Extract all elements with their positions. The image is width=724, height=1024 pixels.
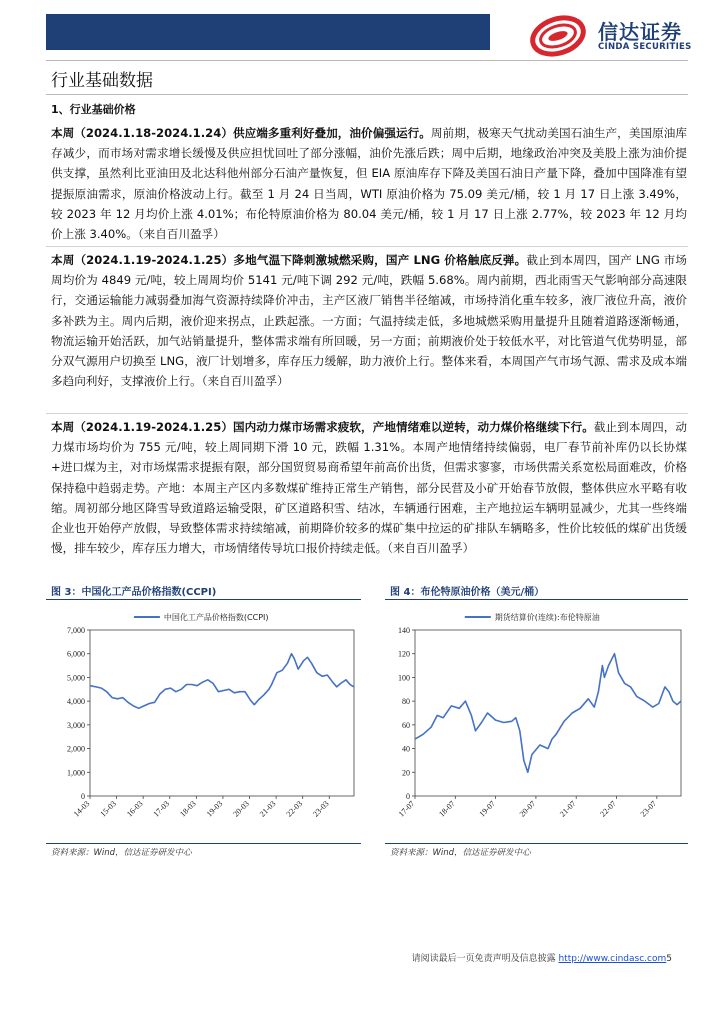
- y-tick-label: 40: [402, 744, 410, 754]
- y-tick-label: 0: [406, 792, 410, 801]
- y-tick-label: 140: [398, 626, 410, 635]
- header-bar: [46, 14, 490, 50]
- paragraph-divider: [46, 413, 688, 414]
- x-tick-label: 21-07: [558, 799, 578, 819]
- x-tick-label: 18-07: [437, 799, 457, 819]
- page-number: 5: [666, 954, 672, 964]
- series-line: [415, 654, 681, 773]
- chart-ccpi: [46, 604, 364, 840]
- figure-4-bottom-rule: [385, 843, 688, 844]
- x-tick-label: 20-07: [517, 799, 538, 819]
- section-divider: [46, 94, 688, 95]
- legend-label: 中国化工产品价格指数(CCPI): [163, 613, 269, 622]
- paragraph-lng: [51, 250, 687, 391]
- x-tick-label: 17-03: [151, 799, 172, 819]
- x-tick-label: 22-07: [598, 799, 618, 819]
- x-tick-label: 21-03: [257, 799, 278, 819]
- chart-brent: [385, 604, 691, 840]
- x-tick-label: 23-07: [638, 799, 659, 819]
- x-tick-label: 18-03: [178, 799, 198, 819]
- legend-label: 期货结算价(连续):布伦特原油: [494, 613, 600, 622]
- y-tick-label: 5,000: [67, 673, 85, 683]
- paragraph-body: 截止到本周四，国产 LNG 市场周均价为 4849 元/吨，较上周周均价 5141 元/吨下调 292 元/吨，跌幅 5.68%。周内前期，西北雨雪天气影响部分高速限行，交通运输能力减弱叠加海气资源持续降价冲击，主产区液厂销售半径缩减，市场持消化重车较多，液厂液位升高，液价多补跌为主。周内后期，液价迎来拐点，止跌起涨。一方面；气温持续走低，多地城燃采购用量提升且随着道路逐渐畅通，物流运输开始活跃，加气站销量提升，整体需求端有所回暖，另一方面；前期液价处于较低水平，对比管道气优势明显，部分双气源用户切换至 LNG，液厂计划增多，库存压力缓解，助力液价上行。整体来看，本周国产气市场气源、需求及成本端多趋向利好，支撑液价上行。（来自百川盈孚）: [51, 253, 687, 389]
- subsection-title: 1、行业基础价格: [51, 103, 136, 116]
- figure-3-source: 资料来源：Wind，信达证券研发中心: [51, 848, 192, 858]
- paragraph-lead: 本周（2024.1.19-2024.1.25）多地气温下降刺激城燃采购，国产 LNG 价格触底反弹。: [51, 253, 527, 267]
- footer-disclaimer: 请阅读最后一页免责声明及信息披露: [411, 954, 556, 964]
- y-tick-label: 7,000: [67, 626, 85, 635]
- header-divider: [46, 60, 688, 61]
- section-title: 行业基础数据: [51, 71, 153, 91]
- figure-3-top-rule: [46, 599, 361, 600]
- paragraph-divider: [46, 246, 688, 247]
- y-tick-label: 100: [398, 673, 410, 683]
- page-footer: [412, 951, 672, 964]
- footer-link[interactable]: http://www.cindasc.com: [558, 954, 667, 964]
- x-tick-label: 19-03: [204, 799, 225, 819]
- y-tick-label: 60: [402, 720, 410, 730]
- x-tick-label: 19-07: [477, 799, 498, 819]
- y-tick-label: 3,000: [67, 720, 85, 730]
- y-tick-label: 20: [402, 768, 410, 778]
- x-tick-label: 22-03: [284, 799, 305, 819]
- x-tick-label: 23-03: [311, 799, 331, 819]
- paragraph-lead: 本周（2024.1.19-2024.1.25）国内动力煤市场需求疲软，产地情绪难以逆转，动力煤价格继续下行。: [51, 420, 594, 434]
- series-line: [90, 654, 354, 709]
- paragraph-body: 截止到本周四，动力煤市场均价为 755 元/吨，较上周同期下滑 10 元，跌幅 1.31%。本周产地情绪持续偏弱，电厂春节前补库仍以长协煤+进口煤为主，对市场煤需求提振有限，部分国贸贸易商希望年前高价出货，但需求寥寥，市场供需关系宽松局面难改，价格保持稳中趋弱走势。产地：本周主产区内多数煤矿维持正常生产销售，部分民营及小矿开始春节放假，整体供应水平略有收缩。周初部分地区降雪导致道路运输受限，矿区道路积雪、结冰，车辆通行困难，主产地拉运车辆明显减少，尤其一些终端企业也开始停产放假，导致整体需求持续缩减，前期降价较多的煤矿集中拉运的矿排队车辆略多，性价比较低的煤矿出货缓慢，排车较少，库存压力增大，市场情绪传导坑口报价持续走低。（来自百川盈孚）: [51, 420, 687, 556]
- figure-4-source: 资料来源：Wind，信达证券研发中心: [390, 848, 531, 858]
- y-tick-label: 0: [81, 792, 85, 801]
- y-tick-label: 6,000: [67, 649, 85, 659]
- y-tick-label: 4,000: [67, 697, 85, 707]
- figure-3-bottom-rule: [46, 843, 361, 844]
- plot-frame: [415, 630, 681, 796]
- y-tick-label: 1,000: [67, 768, 85, 778]
- y-tick-label: 2,000: [67, 744, 85, 754]
- x-tick-label: 15-03: [98, 799, 119, 819]
- x-tick-label: 16-03: [125, 799, 145, 819]
- y-tick-label: 120: [398, 649, 410, 659]
- brand-name-en: CINDA SECURITIES: [598, 42, 692, 52]
- figure-4-top-rule: [385, 599, 688, 600]
- paragraph-lead: 本周（2024.1.18-2024.1.24）供应端多重利好叠加，油价偏强运行。: [51, 126, 431, 140]
- brand-name-cn: 信达证券: [598, 20, 682, 44]
- paragraph-oil: [51, 123, 687, 244]
- figure-4-caption: 图 4：布伦特原油价格（美元/桶）: [390, 587, 545, 598]
- x-tick-label: 14-03: [71, 799, 92, 819]
- plot-frame: [90, 630, 354, 796]
- y-tick-label: 80: [402, 697, 410, 707]
- x-tick-label: 17-07: [396, 799, 417, 819]
- x-tick-label: 20-03: [231, 799, 251, 819]
- paragraph-body: 周前期，极寒天气扰动美国石油生产，美国原油库存减少，而市场对需求增长缓慢及供应担忧回吐了部分涨幅，油价先涨后跌；周中后期，地缘政治冲突及美股上涨为油价提供支撑，虽然利比亚油田及北达科他州部分石油产量恢复，但 EIA 原油库存下降及美国石油日产量下降，叠加中国降准有望提振原油需求，原油价格波动上行。截至 1 月 24 日当周，WTI 原油价格为 75.09 美元/桶，较 1 月 17 日上涨 3.49%，较 2023 年 12 月均价上涨 4.01%；布伦特原油价格为 80.04 美元/桶，较 1 月 17 日上涨 2.77%，较 2023 年 12 月均价上涨 3.40%。（来自百川盈孚）: [51, 126, 687, 242]
- figure-3-caption: 图 3：中国化工产品价格指数(CCPI): [51, 587, 217, 598]
- paragraph-coal: [51, 417, 687, 558]
